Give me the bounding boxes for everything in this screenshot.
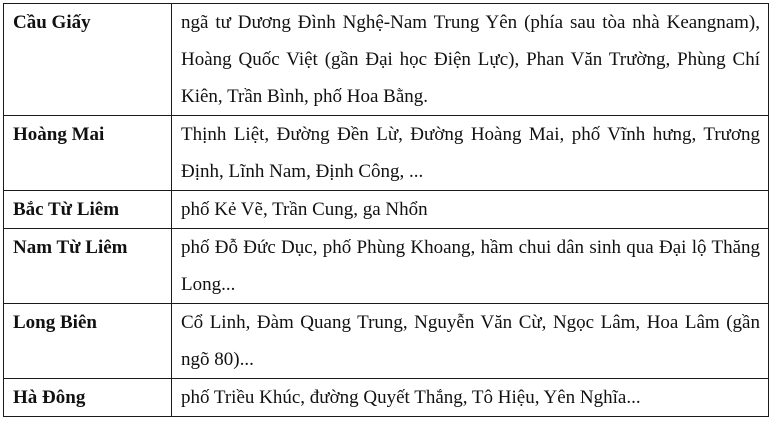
street-list: phố Đỗ Đức Dục, phố Phùng Khoang, hầm chui dân sinh qua Đại lộ Thăng Long...: [172, 229, 769, 304]
street-list: phố Kẻ Vẽ, Trần Cung, ga Nhổn: [172, 191, 769, 229]
district-name: Long Biên: [4, 304, 172, 379]
table-row: [4, 116, 769, 191]
district-name: Nam Từ Liêm: [4, 229, 172, 304]
street-list: phố Triều Khúc, đường Quyết Thắng, Tô Hiệu, Yên Nghĩa...: [172, 379, 769, 417]
table-row: [4, 304, 769, 379]
table-row: [4, 4, 769, 116]
district-name: Hà Đông: [4, 379, 172, 417]
table-row: [4, 229, 769, 304]
district-name: Hoàng Mai: [4, 116, 172, 191]
district-name: Bắc Từ Liêm: [4, 191, 172, 229]
district-streets-table: [3, 3, 769, 417]
table-row: [4, 379, 769, 417]
street-list: Thịnh Liệt, Đường Đền Lừ, Đường Hoàng Mai, phố Vĩnh hưng, Trương Định, Lĩnh Nam, Định Công, ...: [172, 116, 769, 191]
district-name: Cầu Giấy: [4, 4, 172, 116]
document-table-container: [3, 3, 769, 417]
street-list: Cổ Linh, Đàm Quang Trung, Nguyễn Văn Cừ, Ngọc Lâm, Hoa Lâm (gần ngõ 80)...: [172, 304, 769, 379]
street-list: ngã tư Dương Đình Nghệ-Nam Trung Yên (phía sau tòa nhà Keangnam), Hoàng Quốc Việt (gần Đại học Điện Lực), Phan Văn Trường, Phùng Chí Kiên, Trần Bình, phố Hoa Bằng.: [172, 4, 769, 116]
table-row: [4, 191, 769, 229]
